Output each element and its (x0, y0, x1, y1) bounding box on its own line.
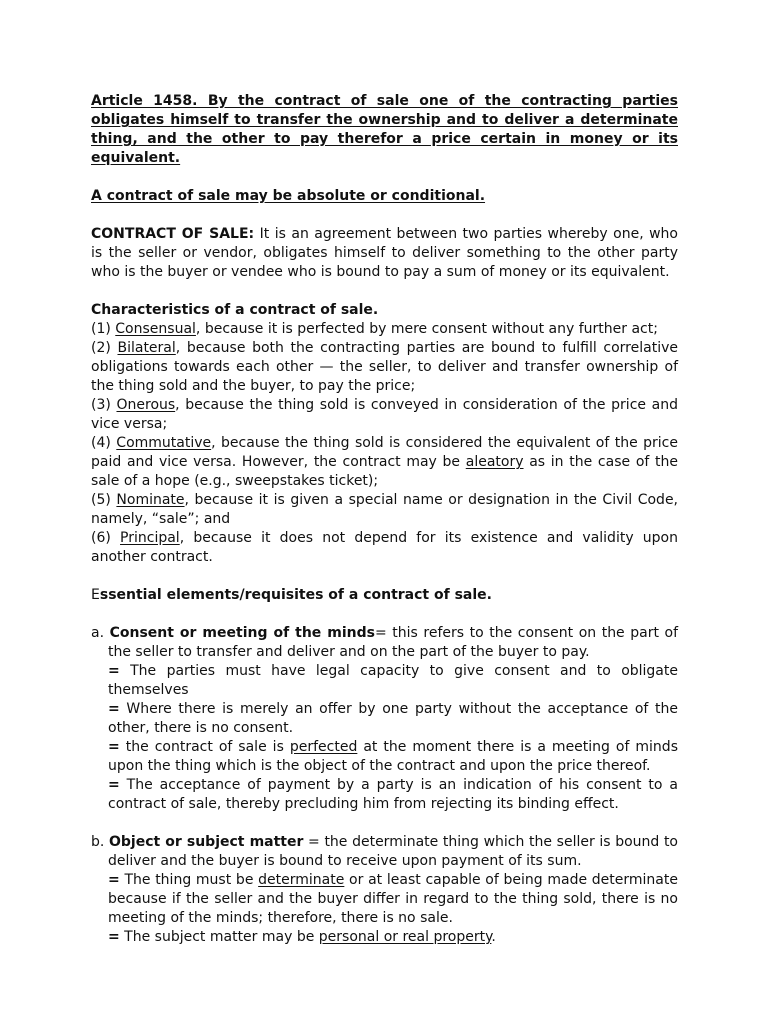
note-text: The parties must have legal capacity to give consent and to obligate themselves (108, 663, 678, 698)
definition-term: CONTRACT OF SALE (91, 226, 249, 242)
essentials-heading (91, 586, 678, 605)
characteristic-number: (3) (91, 397, 117, 413)
definition-colon: : (248, 226, 255, 242)
characteristic-term: Commutative (116, 435, 212, 451)
characteristic-number: (6) (91, 530, 121, 546)
characteristics-heading-text: Characteristics of a contract of sale (91, 302, 373, 318)
characteristic-term: Consensual (115, 321, 196, 337)
article-1458: Article 1458. By the contract of sale one of the contracting parties obligates himself to transfer the ownership and to deliver a determinate thing, and the other to pay therefor a price certain in money or its equivalent. (91, 93, 678, 166)
equals-mark: = (108, 929, 120, 945)
characteristic-text: , because both the contracting parties are bound to fulfill correlative obligations towards each other — the seller, to deliver and transfer ownership of the thing sold and the buyer, to pay the price; (91, 340, 678, 394)
equals-mark: = (108, 701, 120, 717)
characteristic-number: (5) (91, 492, 117, 508)
characteristic-term: Onerous (116, 397, 176, 413)
absolute-conditional-text: A contract of sale may be absolute or conditional. (91, 188, 486, 204)
absolute-conditional-line (91, 187, 678, 206)
equals-mark: = (108, 872, 120, 888)
note-text: The acceptance of payment by a party is an indication of his consent to a contract of sale, thereby precluding him from rejecting its binding effect. (108, 777, 678, 812)
characteristic-text: , because it does not depend for its existence and validity upon another contract. (91, 530, 678, 565)
element-text: = this refers to the consent on the part of the seller to transfer and deliver and on the part of the buyer to pay. (108, 625, 678, 660)
element-a-consent (91, 624, 678, 814)
note-term-property: personal or real property (318, 929, 492, 945)
characteristic-number: (1) (91, 321, 116, 337)
characteristic-text: , because the thing sold is conveyed in consideration of the price and vice versa; (91, 397, 679, 432)
equals-mark: = (108, 777, 120, 793)
characteristic-item (91, 339, 678, 396)
characteristic-term-aleatory: aleatory (465, 454, 524, 470)
note-text: . (491, 929, 496, 945)
characteristic-item (91, 396, 678, 434)
essentials-heading-period: . (486, 587, 492, 603)
characteristic-text: , because it is perfected by mere consent without any further act; (195, 321, 658, 337)
characteristic-term: Bilateral (117, 340, 176, 356)
characteristic-text: , because the thing sold is considered the equivalent of the price paid and vice versa. However, the contract may be (91, 435, 678, 470)
note-text-pre: the contract of sale is (119, 739, 290, 755)
element-b-intro (91, 833, 678, 871)
element-note (91, 871, 678, 928)
characteristic-term: Nominate (116, 492, 185, 508)
essentials-heading-prefix: E (91, 587, 100, 603)
element-title: Consent or meeting of the minds (109, 625, 375, 641)
note-text: Where there is merely an offer by one party without the acceptance of the other, there is no consent. (108, 701, 678, 736)
element-note (91, 662, 678, 700)
characteristic-term: Principal (120, 530, 180, 546)
characteristic-item (91, 320, 678, 339)
element-note (91, 776, 678, 814)
note-term-perfected: perfected (289, 739, 358, 755)
characteristic-item (91, 434, 678, 491)
article-1458-text (91, 92, 678, 168)
element-b-object (91, 833, 678, 947)
note-text-pre: The thing must be (119, 872, 259, 888)
equals-mark: = (108, 663, 120, 679)
characteristics-heading (91, 301, 678, 320)
note-text: at the moment there is a meeting of minds upon the thing which is the object of the contract and upon the price thereof. (108, 739, 678, 774)
note-text: or at least capable of being made determinate because if the seller and the buyer differ in regard to the thing sold, there is no meeting of the minds; therefore, there is no sale. (108, 872, 678, 926)
element-note (91, 738, 678, 776)
essentials-heading-text: ssential elements/requisites of a contract of sale (99, 587, 487, 603)
document-page (91, 92, 678, 947)
characteristics-heading-period: . (372, 302, 379, 318)
characteristic-number: (2) (91, 340, 118, 356)
element-letter: a. (91, 625, 110, 641)
note-term-determinate: determinate (258, 872, 345, 888)
characteristics-section (91, 301, 678, 567)
element-a-intro (91, 624, 678, 662)
element-letter: b. (91, 834, 109, 850)
definition-text: It is an agreement between two parties whereby one, who is the seller or vendor, obligates himself to deliver something to the other party who is the buyer or vendee who is bound to pay a sum of money or its equivalent. (91, 226, 678, 280)
element-title: Object or subject matter (109, 834, 304, 850)
characteristic-number: (4) (91, 435, 117, 451)
element-note (91, 928, 678, 947)
characteristic-text-cont: as in the case of the sale of a hope (e.g., sweepstakes ticket); (91, 454, 678, 489)
element-note (91, 700, 678, 738)
characteristic-text: , because it is given a special name or designation in the Civil Code, namely, “sale”; and (91, 492, 679, 527)
characteristic-item (91, 529, 678, 567)
characteristic-item (91, 491, 678, 529)
note-text-pre: The subject matter may be (119, 929, 319, 945)
equals-mark: = (108, 739, 120, 755)
element-text: = the determinate thing which the seller is bound to deliver and the buyer is bound to receive upon payment of its sum. (108, 834, 679, 869)
contract-of-sale-definition (91, 225, 678, 282)
